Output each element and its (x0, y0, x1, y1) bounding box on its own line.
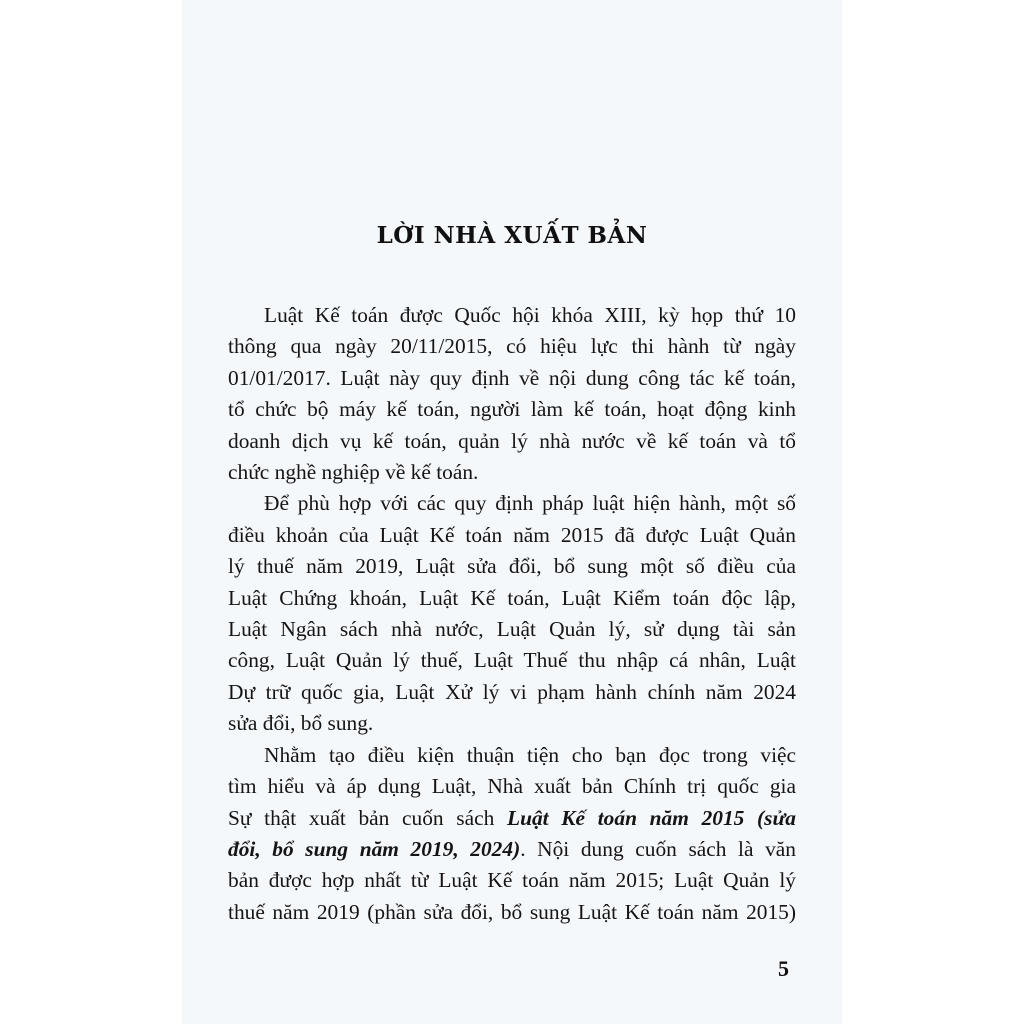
paragraph-line: tổ chức bộ máy kế toán, người làm kế toán, hoạt động kinh (228, 397, 796, 422)
book-page (182, 0, 842, 1024)
paragraph-line: Luật Ngân sách nhà nước, Luật Quản lý, sử dụng tài sản (228, 617, 796, 642)
paragraph-line: thuế năm 2019 (phần sửa đổi, bổ sung Luật Kế toán năm 2015) (228, 899, 796, 924)
paragraph-line: tìm hiểu và áp dụng Luật, Nhà xuất bản Chính trị quốc gia (228, 774, 796, 799)
paragraph-line: Để phù hợp với các quy định pháp luật hiện hành, một số (264, 491, 796, 516)
paragraph-line: doanh dịch vụ kế toán, quản lý nhà nước về kế toán và tổ (228, 428, 796, 453)
paragraph-line: Nhằm tạo điều kiện thuận tiện cho bạn đọc trong việc (264, 742, 796, 767)
paragraph-line: công, Luật Quản lý thuế, Luật Thuế thu nhập cá nhân, Luật (228, 648, 796, 673)
page-number: 5 (778, 956, 789, 981)
paragraph-line: sửa đổi, bổ sung. (228, 711, 374, 736)
page-heading: LỜI NHÀ XUẤT BẢN (376, 222, 648, 249)
paragraph-line (228, 834, 796, 865)
paragraph-line: điều khoản của Luật Kế toán năm 2015 đã được Luật Quản (228, 522, 796, 547)
paragraph-line (228, 803, 796, 834)
book-title-part-1: Luật Kế toán năm 2015 (sửa (507, 805, 796, 830)
book-title-part-2: đổi, bổ sung năm 2019, 2024) (228, 836, 521, 861)
paragraph-line: 01/01/2017. Luật này quy định về nội dung công tác kế toán, (228, 365, 796, 390)
line-text: . Nội dung cuốn sách là văn (520, 836, 796, 861)
paragraph-line: lý thuế năm 2019, Luật sửa đổi, bổ sung một số điều của (228, 554, 796, 579)
paragraph-line: Luật Kế toán được Quốc hội khóa XIII, kỳ họp thứ 10 (264, 303, 796, 327)
page-body (228, 300, 796, 928)
paragraph-3 (228, 740, 796, 928)
paragraph-line: bản được hợp nhất từ Luật Kế toán năm 2015; Luật Quản lý (228, 868, 796, 893)
line-text: Sự thật xuất bản cuốn sách (228, 805, 507, 830)
paragraph-2 (228, 488, 796, 739)
paragraph-line: Dự trữ quốc gia, Luật Xử lý vi phạm hành chính năm 2024 (228, 679, 796, 704)
paragraph-1 (228, 300, 796, 488)
paragraph-line: Luật Chứng khoán, Luật Kế toán, Luật Kiểm toán độc lập, (228, 585, 796, 610)
paragraph-line: chức nghề nghiệp về kế toán. (228, 460, 479, 485)
paragraph-line: thông qua ngày 20/11/2015, có hiệu lực thi hành từ ngày (228, 334, 796, 359)
